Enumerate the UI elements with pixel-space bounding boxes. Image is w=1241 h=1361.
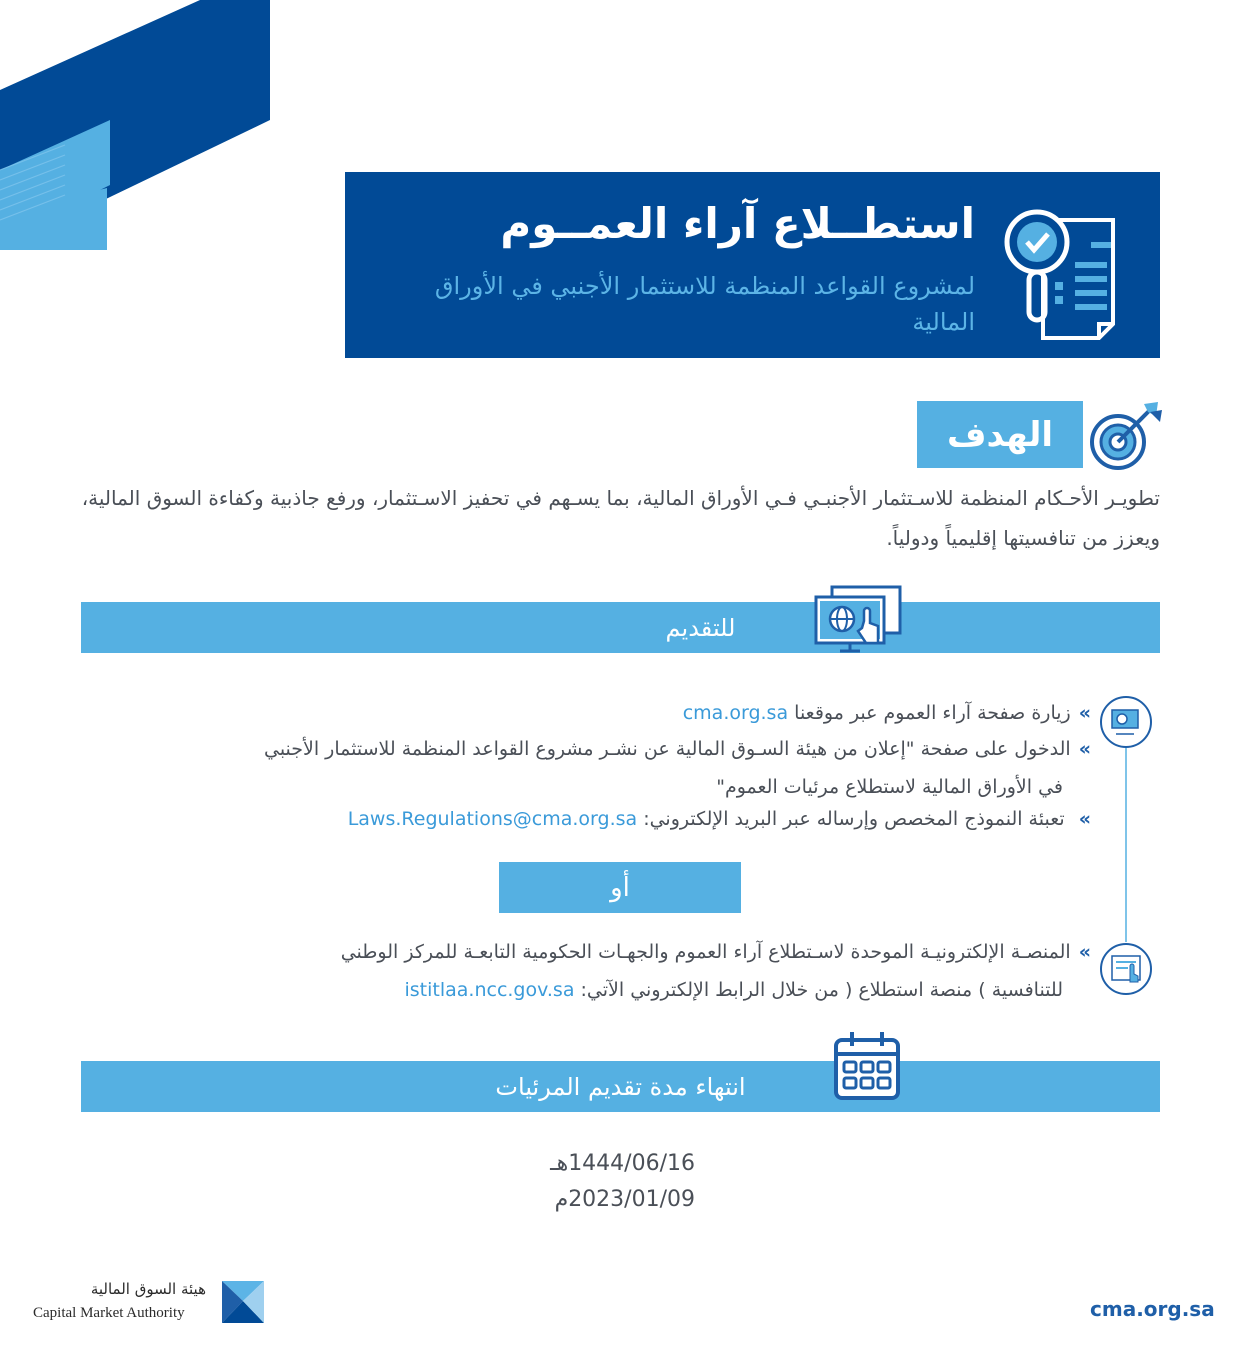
step-istitlaa-platform: »المنصـة الإلكترونيـة الموحدة لاسـتطلاع آراء العموم والجهـات الحكومية التابعـة للمركز الوطني للتنافسية ) منصة استطلاع ( من خلال الرابط الإلكتروني الآتي: istitlaa.ncc.gov.sa bbox=[340, 941, 1091, 1001]
survey-document-magnifier-icon bbox=[1003, 192, 1133, 342]
submission-label: للتقديم bbox=[665, 613, 736, 642]
chevron-icon: » bbox=[1078, 808, 1091, 830]
deadline-section-bar bbox=[81, 1061, 1160, 1112]
chevron-icon: » bbox=[1078, 702, 1091, 724]
or-divider: أو bbox=[499, 862, 741, 913]
chevron-icon: » bbox=[1078, 738, 1091, 760]
chevron-icon: » bbox=[1078, 941, 1091, 963]
cma-logo-arabic: هيئة السوق المالية bbox=[90, 1280, 206, 1298]
submission-section-bar bbox=[81, 602, 1160, 653]
page-subtitle: لمشروع القواعد المنظمة للاستثمار الأجنبي في الأوراق المالية bbox=[434, 272, 975, 336]
decorative-corner-graphic bbox=[0, 0, 270, 250]
header-banner bbox=[345, 172, 1160, 358]
website-link[interactable]: cma.org.sa bbox=[682, 702, 789, 724]
deadline-label: انتهاء مدة تقديم المرئيات bbox=[495, 1072, 746, 1101]
hijri-date: 1444/06/16هـ bbox=[550, 1151, 695, 1176]
computer-globe-click-icon bbox=[812, 585, 904, 655]
step-visit-website: »زيارة صفحة آراء العموم عبر موقعنا cma.org.sa bbox=[682, 702, 1091, 724]
step-enter-page: »الدخول على صفحة "إعلان من هيئة السـوق المالية عن نشـر مشروع القواعد المنظمة للاستثمار الأجنبي في الأوراق المالية لاستطلاع مرئيات العموم" bbox=[263, 738, 1091, 798]
calendar-icon bbox=[832, 1030, 902, 1102]
email-link[interactable]: Laws.Regulations@cma.org.sa bbox=[347, 808, 638, 830]
cma-logo-icon bbox=[222, 1281, 264, 1323]
footer-website-link[interactable]: cma.org.sa bbox=[1090, 1297, 1215, 1321]
goal-label: الهدف bbox=[917, 401, 1083, 468]
page-title: استطــلاع آراء العمــوم bbox=[500, 199, 975, 248]
goal-description: تطويـر الأحـكام المنظمة للاسـتثمار الأجنبـي فـي الأوراق المالية، بما يسـهم في تحفيز الاسـتثمار، ورفع جاذبية وكفاءة السوق المالية، ويعزز من تنافسيتها إقليمياً ودولياً. bbox=[81, 486, 1160, 550]
deadline-dates bbox=[420, 1146, 695, 1218]
istitlaa-link[interactable]: istitlaa.ncc.gov.sa bbox=[404, 979, 575, 1001]
cma-logo-english: Capital Market Authority bbox=[33, 1305, 185, 1321]
step-email-form: » تعبئة النموذج المخصص وإرساله عبر البريد الإلكتروني: Laws.Regulations@cma.org.sa bbox=[347, 808, 1091, 830]
steps-timeline bbox=[1094, 692, 1158, 1002]
target-arrow-icon bbox=[1088, 400, 1164, 472]
gregorian-date: 2023/01/09م bbox=[554, 1187, 695, 1212]
